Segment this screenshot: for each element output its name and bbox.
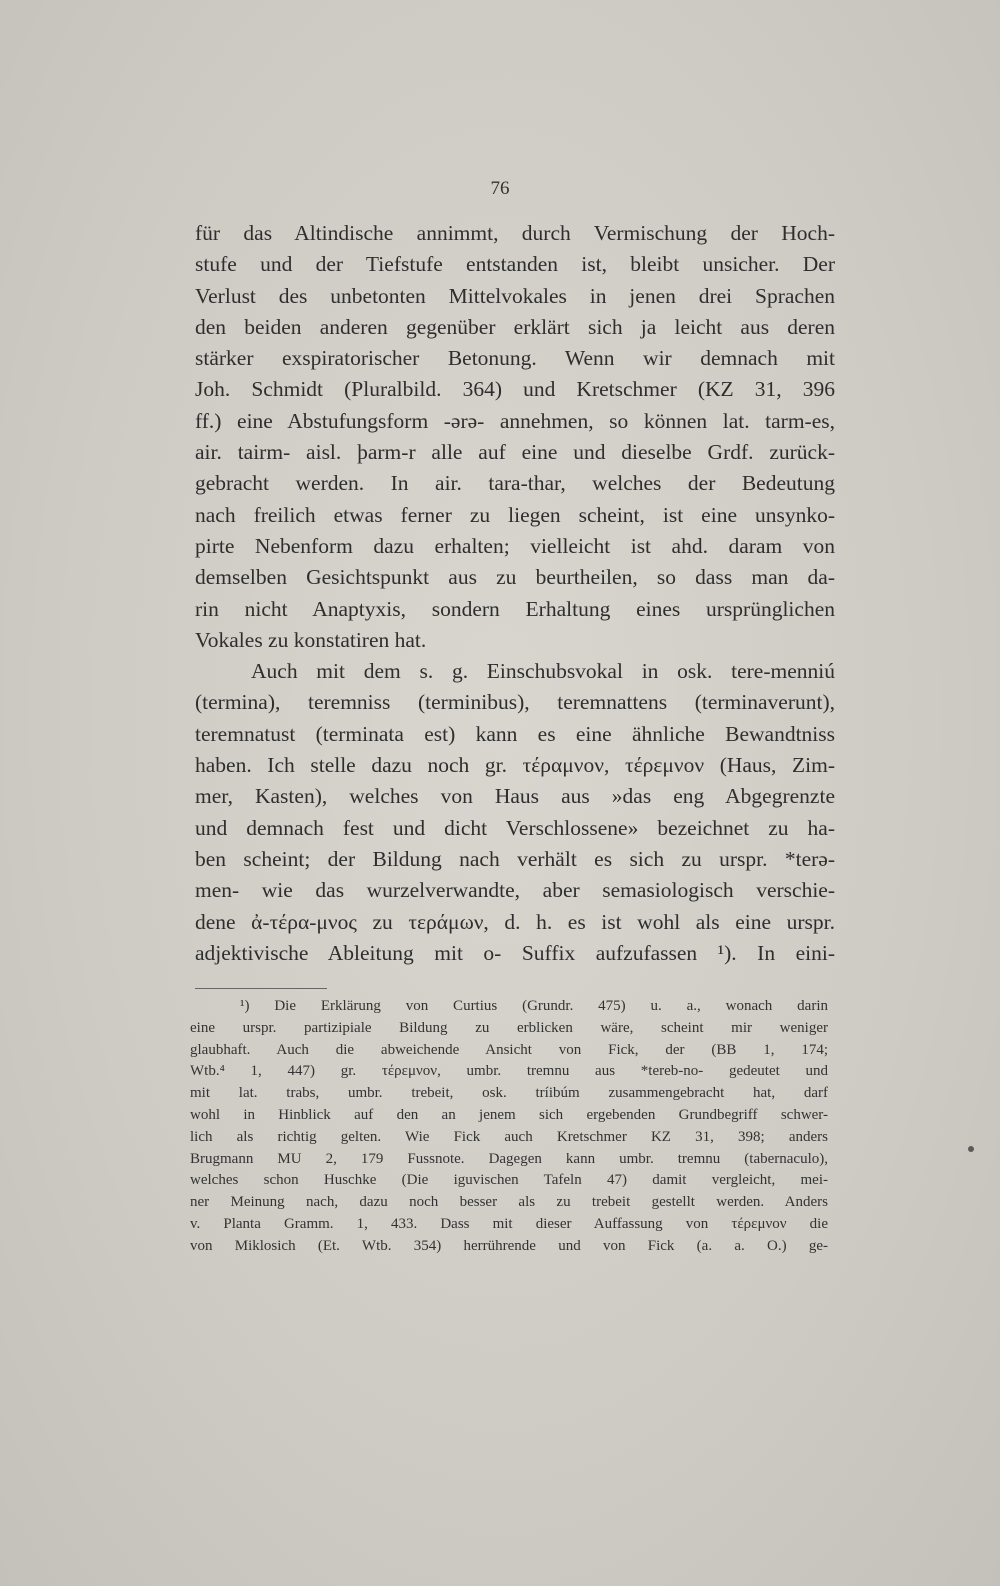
footnote-line: von Miklosich (Et. Wtb. 354) herrührende und von Fick (a. a. O.) ge- <box>190 1237 828 1254</box>
footnote-line: eine urspr. partizipiale Bildung zu erblicken wäre, scheint mir weniger <box>190 1019 828 1036</box>
footnote-line: ner Meinung nach, dazu noch besser als zu trebeit gestellt werden. Anders <box>190 1194 828 1211</box>
footnote-line: mit lat. trabs, umbr. trebeit, osk. tríibúm zusammengebracht hat, darf <box>190 1085 828 1102</box>
text-line: stärker exspiratorischer Betonung. Wenn wir demnach mit <box>195 346 835 371</box>
footnote-divider <box>195 988 327 989</box>
text-line: men- wie das wurzelverwandte, aber semasiologisch verschie- <box>195 878 835 903</box>
text-line: pirte Nebenform dazu erhalten; vielleicht ist ahd. daram von <box>195 533 835 558</box>
text-line: stufe und der Tiefstufe entstanden ist, bleibt unsicher. Der <box>195 252 835 277</box>
text-line: demselben Gesichtspunkt aus zu beurtheilen, so dass man da- <box>195 565 835 590</box>
text-line: (termina), teremniss (terminibus), teremnattens (terminaverunt), <box>195 690 835 715</box>
main-text <box>195 218 835 969</box>
text-line: Verlust des unbetonten Mittelvokales in jenen drei Sprachen <box>195 283 835 308</box>
text-line: air. tairm- aisl. þarm-r alle auf eine und dieselbe Grdf. zurück- <box>195 440 835 465</box>
footnote-line: Wtb.⁴ 1, 447) gr. τέρεμνον, umbr. tremnu aus *tereb-no- gedeutet und <box>190 1063 828 1080</box>
text-line: für das Altindische annimmt, durch Vermischung der Hoch- <box>195 221 835 245</box>
text-line: ff.) eine Abstufungsform -ərə- annehmen, so können lat. tarm-es, <box>195 408 835 433</box>
text-line: den beiden anderen gegenüber erklärt sich ja leicht aus deren <box>195 314 835 339</box>
text-line: ben scheint; der Bildung nach verhält es sich zu urspr. *terə- <box>195 846 835 871</box>
text-line: nach freilich etwas ferner zu liegen scheint, ist eine unsynko- <box>195 502 835 527</box>
text-line: Auch mit dem s. g. Einschubsvokal in osk. tere-menniú <box>251 659 835 684</box>
text-line: rin nicht Anaptyxis, sondern Erhaltung eines ursprünglichen <box>195 596 835 621</box>
footnote-line: ¹) Die Erklärung von Curtius (Grundr. 475) u. a., wonach darin <box>240 998 828 1014</box>
text-line: haben. Ich stelle dazu noch gr. τέραμνον, τέρεμνον (Haus, Zim- <box>195 753 835 778</box>
footnote-line: v. Planta Gramm. 1, 433. Dass mit dieser Auffassung von τέρεμνον die <box>190 1215 828 1232</box>
footnote-line: Brugmann MU 2, 179 Fussnote. Dagegen kann umbr. tremnu (tabernaculo), <box>190 1150 828 1167</box>
text-line: dene ἀ-τέρα-μνος zu τεράμων, d. h. es ist wohl als eine urspr. <box>195 909 835 934</box>
text-line: adjektivische Ableitung mit o- Suffix aufzufassen ¹). In eini- <box>195 940 835 965</box>
text-line: Vokales zu konstatiren hat. <box>195 627 427 652</box>
text-line: und demnach fest und dicht Verschlossene» bezeichnet zu ha- <box>195 815 835 840</box>
text-line: teremnatust (terminata est) kann es eine ähnliche Bewandtniss <box>195 721 835 746</box>
footnote-line: wohl in Hinblick auf den an jenem sich ergebenden Grundbegriff schwer- <box>190 1106 828 1123</box>
page-number: 76 <box>490 178 510 199</box>
text-line: mer, Kasten), welches von Haus aus »das eng Abgegrenzte <box>195 784 835 809</box>
footnote-line: welches schon Huschke (Die iguvischen Tafeln 47) damit vergleicht, mei- <box>190 1172 828 1189</box>
footnotes <box>190 996 828 1258</box>
footnote-line: glaubhaft. Auch die abweichende Ansicht von Fick, der (BB 1, 174; <box>190 1041 828 1058</box>
ink-spot <box>968 1146 974 1152</box>
text-line: Joh. Schmidt (Pluralbild. 364) und Kretschmer (KZ 31, 396 <box>195 377 835 402</box>
text-line: gebracht werden. In air. tara-thar, welches der Bedeutung <box>195 471 835 496</box>
footnote-line: lich als richtig gelten. Wie Fick auch Kretschmer KZ 31, 398; anders <box>190 1128 828 1145</box>
